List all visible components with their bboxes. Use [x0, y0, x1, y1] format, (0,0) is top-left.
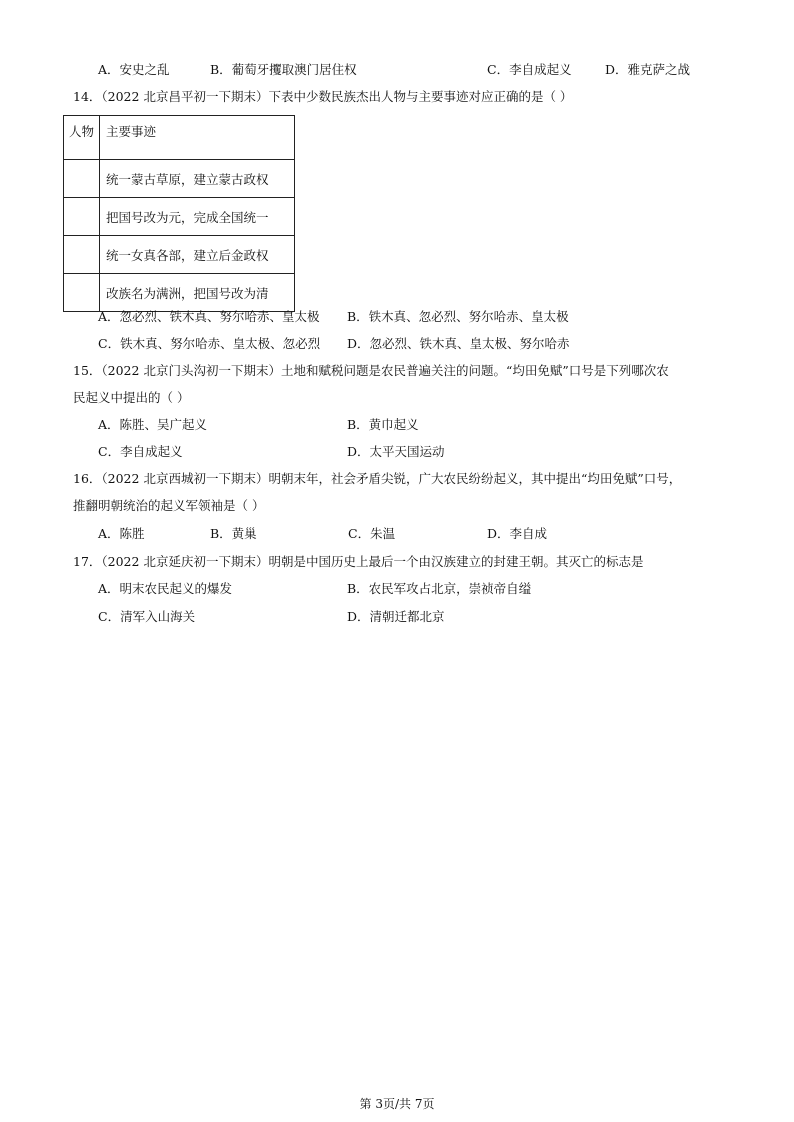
q17-option-b: B．农民军攻占北京，崇祯帝自缢 — [347, 581, 532, 596]
q17-stem: 17．（2022 北京延庆初一下期末）明朝是中国历史上最后一个由汉族建立的封建王朝。其灭亡的标志是 — [73, 554, 644, 569]
q16-option-a: A．陈胜 — [98, 526, 145, 541]
table-cell-person — [64, 160, 100, 198]
q17-option-a: A．明末农民起义的爆发 — [98, 581, 233, 596]
q15-stem-line1: 15．（2022 北京门头沟初一下期末）土地和赋税问题是农民普遍关注的问题。“均田免赋”口号是下列哪次农 — [73, 363, 669, 378]
table-cell-person — [64, 274, 100, 312]
q17-option-d: D．清朝迁都北京 — [347, 609, 445, 624]
table-row — [64, 198, 295, 236]
q14-table — [63, 115, 295, 312]
table-cell-deed: 统一女真各部，建立后金政权 — [100, 236, 295, 274]
table-header-person: 人物 — [64, 116, 100, 160]
q16-option-d: D．李自成 — [487, 526, 548, 541]
q13-option-c: C．李自成起义 — [487, 62, 572, 77]
q16-option-b: B．黄巢 — [210, 526, 257, 541]
q15-option-b: B．黄巾起义 — [347, 417, 419, 432]
q13-option-a: A．安史之乱 — [98, 62, 170, 77]
q16-stem-line1: 16．（2022 北京西城初一下期末）明朝末年，社会矛盾尖锐，广大农民纷纷起义，其中提出“均田免赋”口号， — [73, 471, 682, 486]
table-cell-deed: 把国号改为元，完成全国统一 — [100, 198, 295, 236]
q15-option-a: A．陈胜、吴广起义 — [98, 417, 208, 432]
q14-stem: 14．（2022 北京昌平初一下期末）下表中少数民族杰出人物与主要事迹对应正确的是（ ） — [73, 89, 573, 104]
table-cell-person — [64, 198, 100, 236]
q15-option-d: D．太平天国运动 — [347, 444, 445, 459]
q14-option-b: B．铁木真、忽必烈、努尔哈赤、皇太极 — [347, 309, 569, 324]
table-cell-deed: 统一蒙古草原，建立蒙古政权 — [100, 160, 295, 198]
q16-option-c: C．朱温 — [348, 526, 396, 541]
q14-option-a: A．忽必烈、铁木真、努尔哈赤、皇太极 — [98, 309, 320, 324]
q15-stem-line2: 民起义中提出的（ ） — [73, 390, 190, 405]
table-row — [64, 160, 295, 198]
q17-option-c: C．清军入山海关 — [98, 609, 196, 624]
table-cell-deed: 改族名为满洲，把国号改为清 — [100, 274, 295, 312]
q13-option-d: D．雅克萨之战 — [605, 62, 691, 77]
q14-option-d: D．忽必烈、铁木真、皇太极、努尔哈赤 — [347, 336, 570, 351]
q16-stem-line2: 推翻明朝统治的起义军领袖是（ ） — [73, 498, 265, 513]
q15-option-c: C．李自成起义 — [98, 444, 183, 459]
table-header-row — [64, 116, 295, 160]
table-cell-person — [64, 236, 100, 274]
q13-option-b: B．葡萄牙攫取澳门居住权 — [210, 62, 357, 77]
page-number: 第 3页/共 7页 — [359, 1097, 435, 1111]
table-header-deeds: 主要事迹 — [100, 116, 295, 160]
table-row — [64, 274, 295, 312]
q14-option-c: C．铁木真、努尔哈赤、皇太极、忽必烈 — [98, 336, 321, 351]
table-row — [64, 236, 295, 274]
